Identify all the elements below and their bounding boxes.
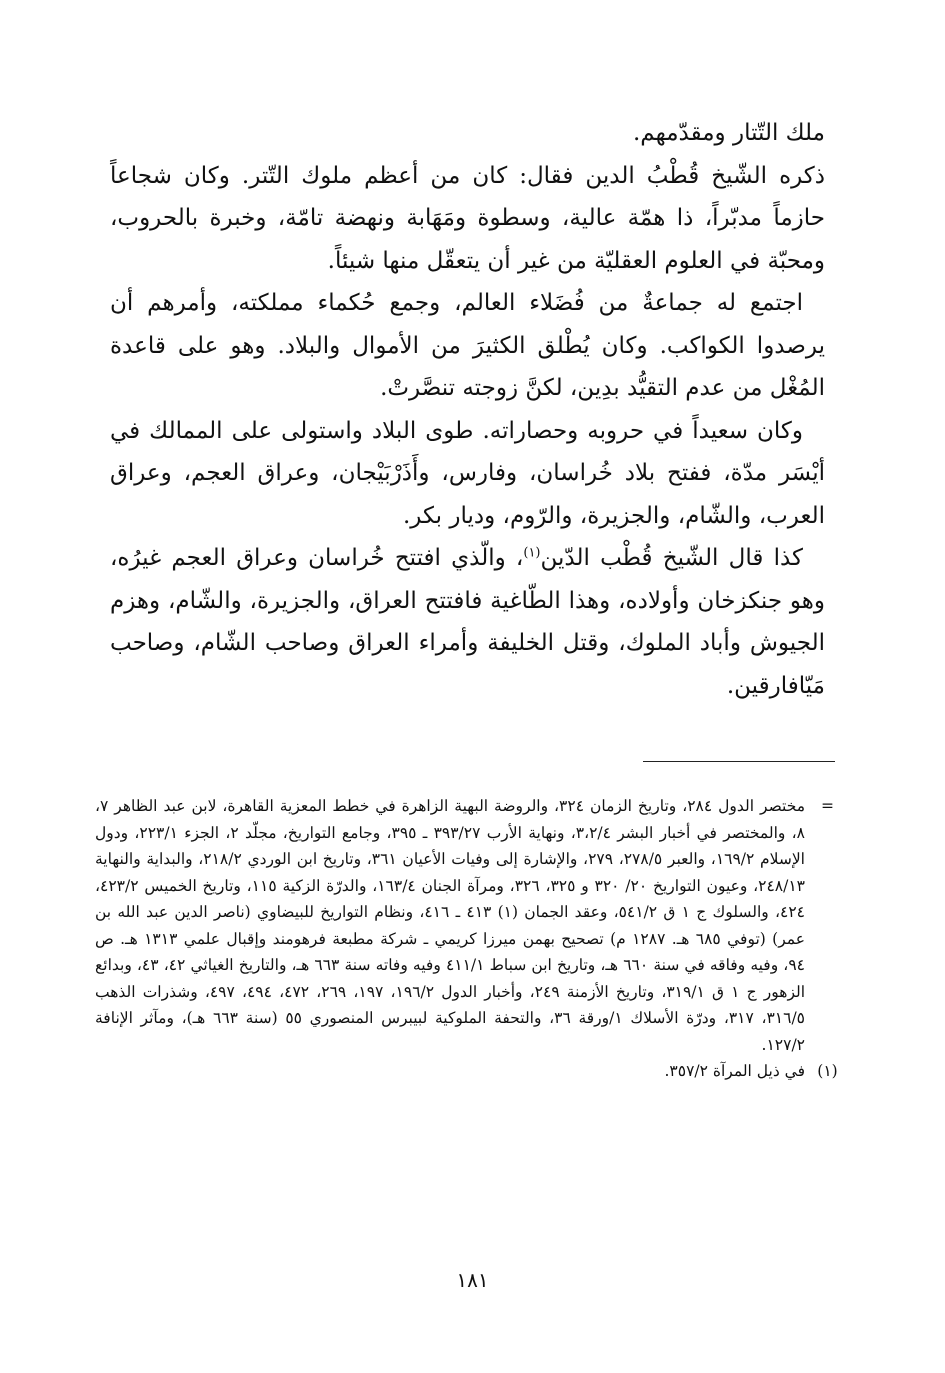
footnote-continued — [95, 793, 850, 1058]
footnote-continued-marker: = — [821, 797, 834, 815]
page-number: ١٨١ — [456, 1268, 489, 1292]
paragraph-1: ملك التّتار ومقدّمهم. — [632, 120, 825, 146]
footnote-reference-1: (١) — [523, 545, 541, 561]
footnote-1 — [95, 1058, 850, 1085]
paragraph-5 — [110, 537, 825, 707]
paragraph-3: اجتمع له جماعةٌ من فُضَلاء العالم، وجمع حُكماء مملكته، وأمرهم أن يرصدوا الكواكب. وكان يُطْلق الكثيرَ من الأموال والبلاد. وهو على قاعدة المُغْل من عدم التقيُّد بدِين، لكنَّ زوجته تنصَّرتْ. — [110, 290, 825, 401]
paragraph-2: ذكره الشّيخ قُطْبُ الدين فقال: كان من أعظم ملوك التّتر. وكان شجاعاً حازماً مدبّراً، ذا همّة عالية، وسطوة ومَهَابة ونهضة تامّة، وخبرة بالحروب، ومحبّة في العلوم العقليّة من غير أن يتعقّل منها شيئاً. — [110, 162, 825, 274]
footnote-1-text: في ذيل المرآة ٣٥٧/٢. — [664, 1062, 805, 1080]
footnote-separator — [643, 761, 835, 762]
paragraph-4: وكان سعيداً في حروبه وحصاراته. طوى البلاد واستولى على الممالك في أيْسَر مدّة، ففتح بلاد خُراسان، وفارس، وأَذَرْبَيْجان، وعراق العجم، وعراق العرب، والشّام، والجزيرة، والرّوم، وديار بكر. — [110, 417, 825, 529]
footnotes — [95, 793, 850, 1085]
paragraph-5-end: ، والّذي افتتح خُراسان وعراق العجم غيرُه، وهو جنكزخان وأولاده، وهذا الطّاغية فافتتح العراق، والجزيرة، والشّام، وهزم الجيوش وأباد الملوك، وقتل الخليفة وأمراء العراق وصاحب الشّام، وصاحب مَيّافارقين. — [110, 545, 825, 699]
footnote-1-marker: (١) — [817, 1062, 838, 1080]
main-text — [110, 112, 825, 707]
paragraph-5-start: كذا قال الشّيخ قُطْب الدّين — [540, 545, 803, 571]
footnote-continued-text: مختصر الدول ٢٨٤، وتاريخ الزمان ٣٢٤، والروضة البهية الزاهرة في خطط المعزية القاهرة، لابن عبد الظاهر ٧، ٨، والمختصر في أخبار البشر ٣،٢/٤، ونهاية الأرب ٣٩٣/٢٧ ـ ٣٩٥، وجامع التواريخ، مجلّد ٢، الجزء ٢٢٣/١، ودول الإسلام ١٦٩/٢، والعبر ٢٧٨/٥، ٢٧٩، والإشارة إلى وفيات الأعيان ٣٦١، وتاريخ ابن الوردي ٢١٨/٢، والبداية والنهاية ٢٤٨/١٣، وعيون التواريخ ٢٠/ ٣٢٠ و ٣٢٥، ٣٢٦، ومرآة الجنان ١٦٣/٤، والدرّة الزكية ١١٥، وتاريخ الخميس ٤٢٣/٢، ٤٢٤، والسلوك ج ١ ق ٥٤١/٢، وعقد الجمان (١) ٤١٣ ـ ٤١٦، ونظام التواريخ للبيضاوي (ناصر الدين عبد الله بن عمر) (توفي ٦٨٥ هـ. ١٢٨٧ م) تصحيح بهمن ميرزا كريمي ـ شركة مطبعة فرهومند وإقبال علمي ١٣١٣ هـ. ص ٩٤، وفيه وفاقه في سنة ٦٦٠ هـ، وتاريخ ابن سباط ٤١١/١ وفيه وفاته سنة ٦٦٣ هـ، والتاريخ الغياثي ٤٢، ٤٣، وبدائع الزهور ج ١ ق ٣١٩/١، وتاريخ الأزمنة ٢٤٩، وأخبار الدول ١٩٦/٢، ١٩٧، ٢٦٩، ٤٧٢، ٤٩٤، ٤٩٧، وشذرات الذهب ٣١٦/٥، ٣١٧، ودرّة الأسلاك ١/ورقة ٣٦، والتحفة الملوكية لبيبرس المنصوري ٥٥ (سنة ٦٦٣ هـ)، ومآثر الإنافة ١٢٧/٢. — [95, 797, 806, 1054]
